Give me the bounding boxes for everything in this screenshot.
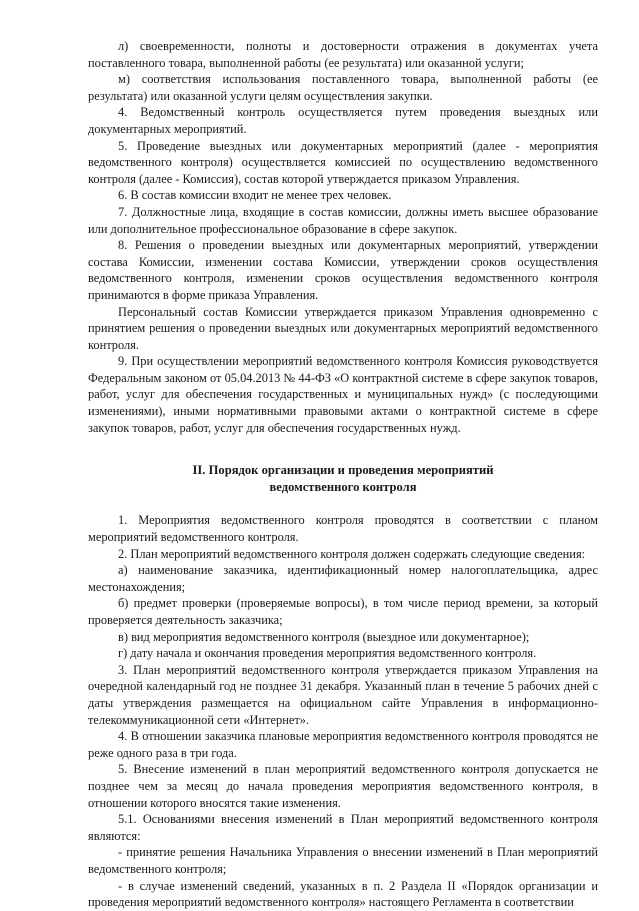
paragraph-7: 7. Должностные лица, входящие в состав комиссии, должны иметь высшее образование или дополнительное профессиональное образование в сфере закупок. — [88, 204, 598, 236]
paragraph-4: 4. Ведомственный контроль осуществляется путем проведения выездных или документарных мероприятий. — [88, 105, 598, 136]
paragraph-s2-5: 5. Внесение изменений в план мероприятий ведомственного контроля допускается не позднее чем за месяц до начала проведения мероприятия ведомственного контроля, в отношении которого вносятся такие изменения. — [88, 762, 598, 810]
paragraph-s2-2: 2. План мероприятий ведомственного контроля должен содержать следующие сведения: — [118, 546, 586, 561]
paragraph-6: 6. В состав комиссии входит не менее трех человек. — [118, 188, 392, 203]
paragraph-s2-2v: в) вид мероприятия ведомственного контроля (выездное или документарное); — [118, 629, 530, 644]
paragraph-s2-2a: а) наименование заказчика, идентификационный номер налогоплательщика, адрес местонахождения; — [88, 563, 598, 594]
section-title-line-1: II. Порядок организации и проведения мероприятий — [192, 463, 494, 478]
paragraph-s2-5-1: 5.1. Основаниями внесения изменений в План мероприятий ведомственного контроля являются: — [88, 812, 598, 843]
section-title-line-2: ведомственного контроля — [269, 479, 417, 494]
paragraph-s2-1: 1. Мероприятия ведомственного контроля проводятся в соответствии с планом мероприятий ведомственного контроля. — [88, 513, 598, 545]
document-page — [88, 38, 598, 911]
section-2-body — [88, 512, 598, 910]
paragraph-item-l: л) своевременности, полноты и достоверности отражения в документах учета поставленного товара, выполненной работы (ее результата) или оказанной услуги; — [88, 39, 598, 70]
paragraph-item-m: м) соответствия использования поставленного товара, выполненной работы (ее результата) или оказанной услуги целям осуществления закупки. — [88, 72, 598, 103]
paragraph-s2-4: 4. В отношении заказчика плановые мероприятия ведомственного контроля проводятся не реже одного раза в три года. — [88, 729, 598, 760]
paragraph-9: 9. При осуществлении мероприятий ведомственного контроля Комиссия руководствуется Федеральным законом от 05.04.2013 № 44-ФЗ «О контрактной системе в сфере закупок товаров, работ, услуг для обеспечения государственных и муниципальных нужд» (с последующими изменениями), иными нормативными правовыми актами о контрактной системе в сфере закупок товаров, работ, услуг для обеспечения государственных нужд. — [88, 354, 598, 435]
paragraph-s2-2g: г) дату начала и окончания проведения мероприятия ведомственного контроля. — [118, 646, 537, 661]
paragraph-s2-2b: б) предмет проверки (проверяемые вопросы), в том числе период времени, за который проверяется деятельность заказчика; — [88, 596, 598, 627]
paragraph-personal-composition: Персональный состав Комиссии утверждается приказом Управления одновременно с принятием решения о проведении выездных или документарных мероприятий ведомственного контроля. — [88, 304, 598, 352]
section-2-heading — [88, 462, 598, 495]
paragraph-8: 8. Решения о проведении выездных или документарных мероприятий, утверждении состава Комиссии, изменении состава Комиссии, утверждении сроков осуществления ведомственного контроля, изменении сроков осуществления ведомственного контроля принимаются в форме приказа Управления. — [88, 238, 598, 302]
section-1-body — [88, 38, 598, 436]
paragraph-5: 5. Проведение выездных или документарных мероприятий (далее - мероприятия ведомственного контроля) осуществляется комиссией по осуществлению ведомственного контроля (далее - Комиссия), состав которой утверждается приказом Управления. — [88, 138, 598, 186]
paragraph-s2-5-1-a: - принятие решения Начальника Управления о внесении изменений в План мероприятий ведомственного контроля; — [88, 845, 598, 876]
paragraph-s2-3: 3. План мероприятий ведомственного контроля утверждается приказом Управления на очередной календарный год не позднее 31 декабря. Указанный план в течение 5 рабочих дней с даты утверждения размещается на официальном сайте Управления в информационно-телекоммуникационной сети «Интернет». — [88, 662, 598, 727]
paragraph-s2-5-1-b: - в случае изменений сведений, указанных в п. 2 Раздела II «Порядок организации и проведения мероприятий ведомственного контроля» настоящего Регламента в соответствии — [88, 878, 598, 910]
